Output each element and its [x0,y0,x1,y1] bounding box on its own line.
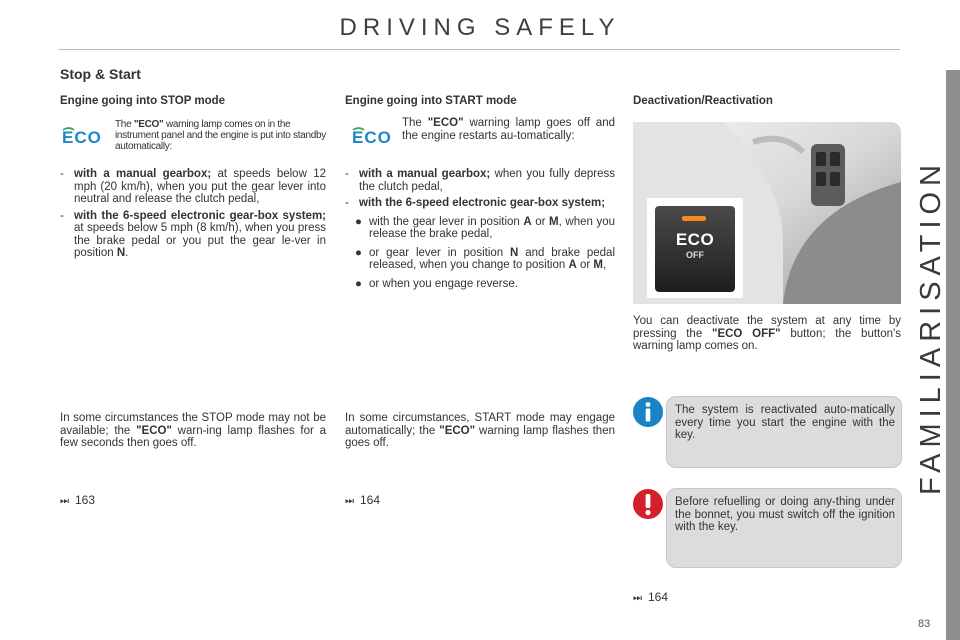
ref-arrow-icon: ⏭ [60,496,69,507]
stop-eco-intro: The "ECO" warning lamp comes on in the instrument panel and the engine is put into standby automatically: [115,119,326,152]
eco-logo-text: ECO [62,128,102,147]
deactivation-heading: Deactivation/Reactivation [633,95,773,107]
list-item: ● with the gear lever in position A or M, when you release the brake pedal, [355,215,616,240]
warning-icon [632,488,664,520]
page-title: DRIVING SAFELY [339,14,621,41]
list-item: ● or gear lever in position N and brake pedal released, when you change to position A or M, [355,246,615,271]
warning-box-text: Before refuelling or doing any-thing under the bonnet, you must switch off the ignition with the key. [675,496,895,533]
stop-items-list [60,168,326,264]
eco-logo-text: ECO [352,128,392,147]
eco-logo-icon [60,126,110,148]
side-tab-bar [946,70,960,640]
eco-off-button-eco-label: ECO [675,230,715,249]
list-item: - with the 6-speed electronic gear-box system; at speeds below 5 mph (8 km/h), when you press the brake pedal or you put the gear le-ver in position N. [60,209,326,259]
ref-arrow-icon: ⏭ [345,496,354,507]
deactivation-text: You can deactivate the system at any time by pressing the "ECO OFF" button; the button's warning lamp comes on. [633,315,901,352]
ref-arrow-icon: ⏭ [633,593,642,604]
list-item: - with a manual gearbox; at speeds below 12 mph (20 km/h), when you put the gear lever into neutral and release the clutch pedal, [60,168,326,205]
stop-note: In some circumstances the STOP mode may not be available; the "ECO" warn-ing lamp flashes for a few seconds then goes off. [60,412,326,449]
info-icon [632,396,664,428]
list-item: - with the 6-speed electronic gear-box system; [345,197,606,209]
list-item: ● or when you engage reverse. [355,277,518,290]
info-box-text: The system is reactivated auto-matically every time you start the engine with the key. [675,404,895,441]
section-title: Stop & Start [60,66,141,82]
start-page-ref[interactable]: ⏭ 164 [345,493,381,507]
deactivation-page-ref[interactable]: ⏭ 164 [633,590,669,604]
title-divider [58,49,900,50]
page-number: 83 [918,618,931,630]
eco-off-button-photo [633,122,901,304]
stop-page-ref[interactable]: ⏭ 163 [60,493,96,507]
list-item: - with a manual gearbox; when you fully depress the clutch pedal, [345,168,615,193]
stop-mode-heading: Engine going into STOP mode [60,95,226,107]
eco-off-button-off-label: OFF [686,250,704,260]
start-note: In some circumstances, START mode may engage automatically; the "ECO" warning lamp flashes then goes off. [345,412,615,449]
eco-logo-icon [350,126,400,148]
start-eco-intro: The "ECO" warning lamp goes off and the engine restarts au-tomatically: [402,117,615,142]
start-mode-heading: Engine going into START mode [345,95,517,107]
start-items-list [345,168,615,296]
